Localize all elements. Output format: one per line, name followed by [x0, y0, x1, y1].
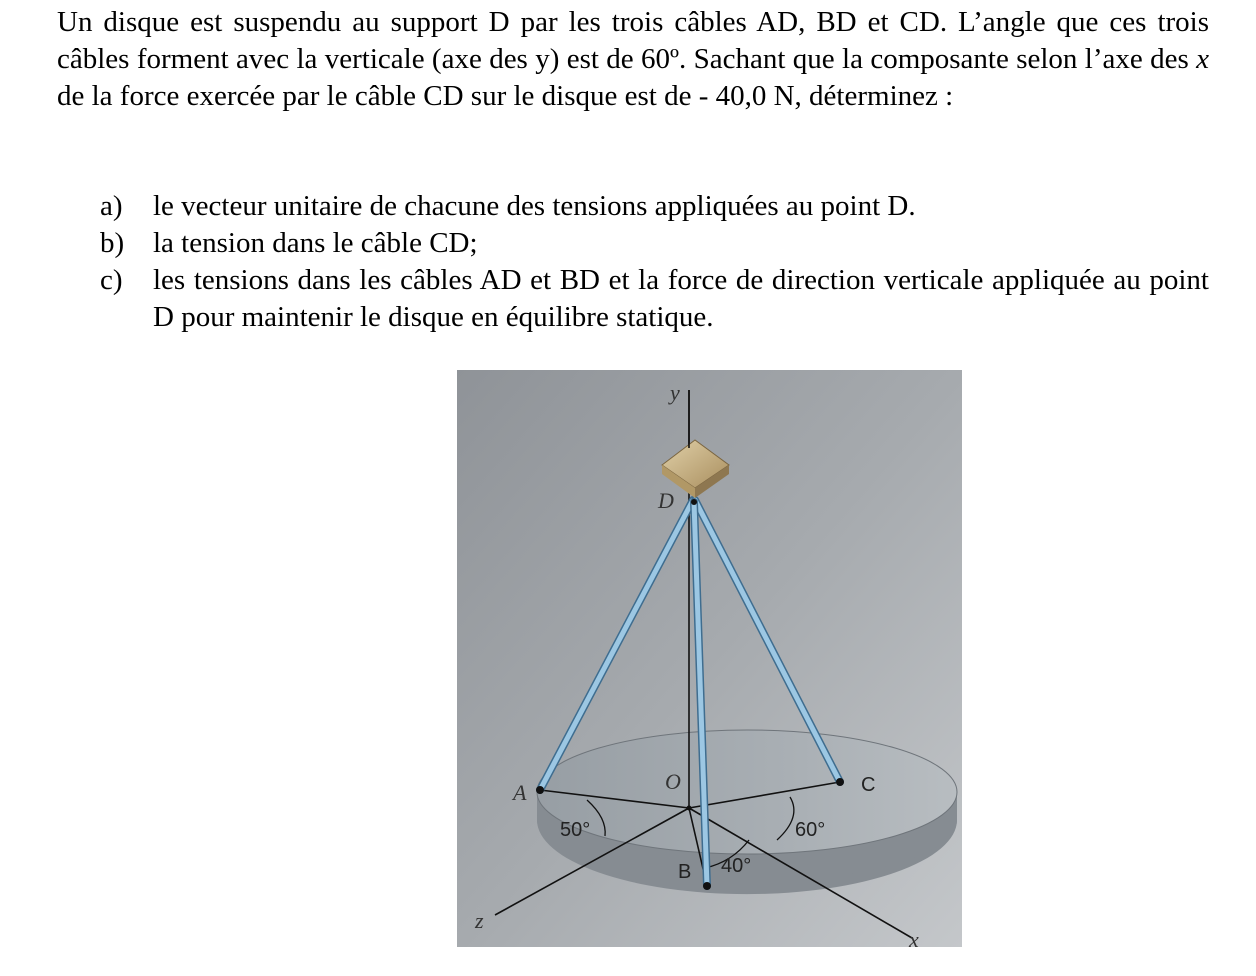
question-c: [100, 262, 1209, 336]
question-a: [100, 188, 1209, 225]
label-angle-50: 50°: [560, 819, 591, 841]
label-d: D: [658, 488, 674, 513]
question-list: [100, 188, 1209, 336]
label-x-axis: x: [909, 927, 919, 947]
question-text: le vecteur unitaire de chacune des tensions appliquées au point D.: [153, 190, 916, 222]
statement-pre: Un disque est suspendu au support D par les trois câbles AD, BD et CD. L’angle que ces trois câbles forment avec la verticale (axe des y) est de 60º. Sachant que la composante selon l’axe des: [57, 6, 1209, 75]
question-marker: a): [100, 190, 123, 222]
statement-variable-x: x: [1196, 43, 1209, 75]
label-angle-40: 40°: [721, 855, 752, 877]
point-b: [703, 882, 711, 890]
problem-statement: [57, 4, 1209, 115]
label-c: C: [861, 774, 876, 796]
label-angle-60: 60°: [795, 819, 826, 841]
question-marker: c): [100, 264, 123, 296]
label-y-axis: y: [670, 380, 680, 405]
label-b: B: [678, 861, 692, 883]
label-o: O: [665, 769, 681, 794]
disk-top: [537, 730, 957, 854]
question-b: [100, 225, 1209, 262]
label-a: A: [513, 780, 527, 805]
question-text: la tension dans le câble CD;: [153, 227, 478, 259]
point-a: [536, 786, 544, 794]
question-text: les tensions dans les câbles AD et BD et la force de direction verticale appliquée au point D pour maintenir le disque en équilibre statique.: [153, 264, 1209, 333]
point-c: [836, 778, 844, 786]
question-marker: b): [100, 227, 125, 259]
label-z-axis: z: [475, 908, 484, 933]
statement-post: de la force exercée par le câble CD sur le disque est de - 40,0 N, déterminez :: [57, 80, 954, 112]
point-o: [687, 806, 692, 811]
point-d: [691, 499, 697, 505]
disk-figure: [457, 370, 962, 947]
